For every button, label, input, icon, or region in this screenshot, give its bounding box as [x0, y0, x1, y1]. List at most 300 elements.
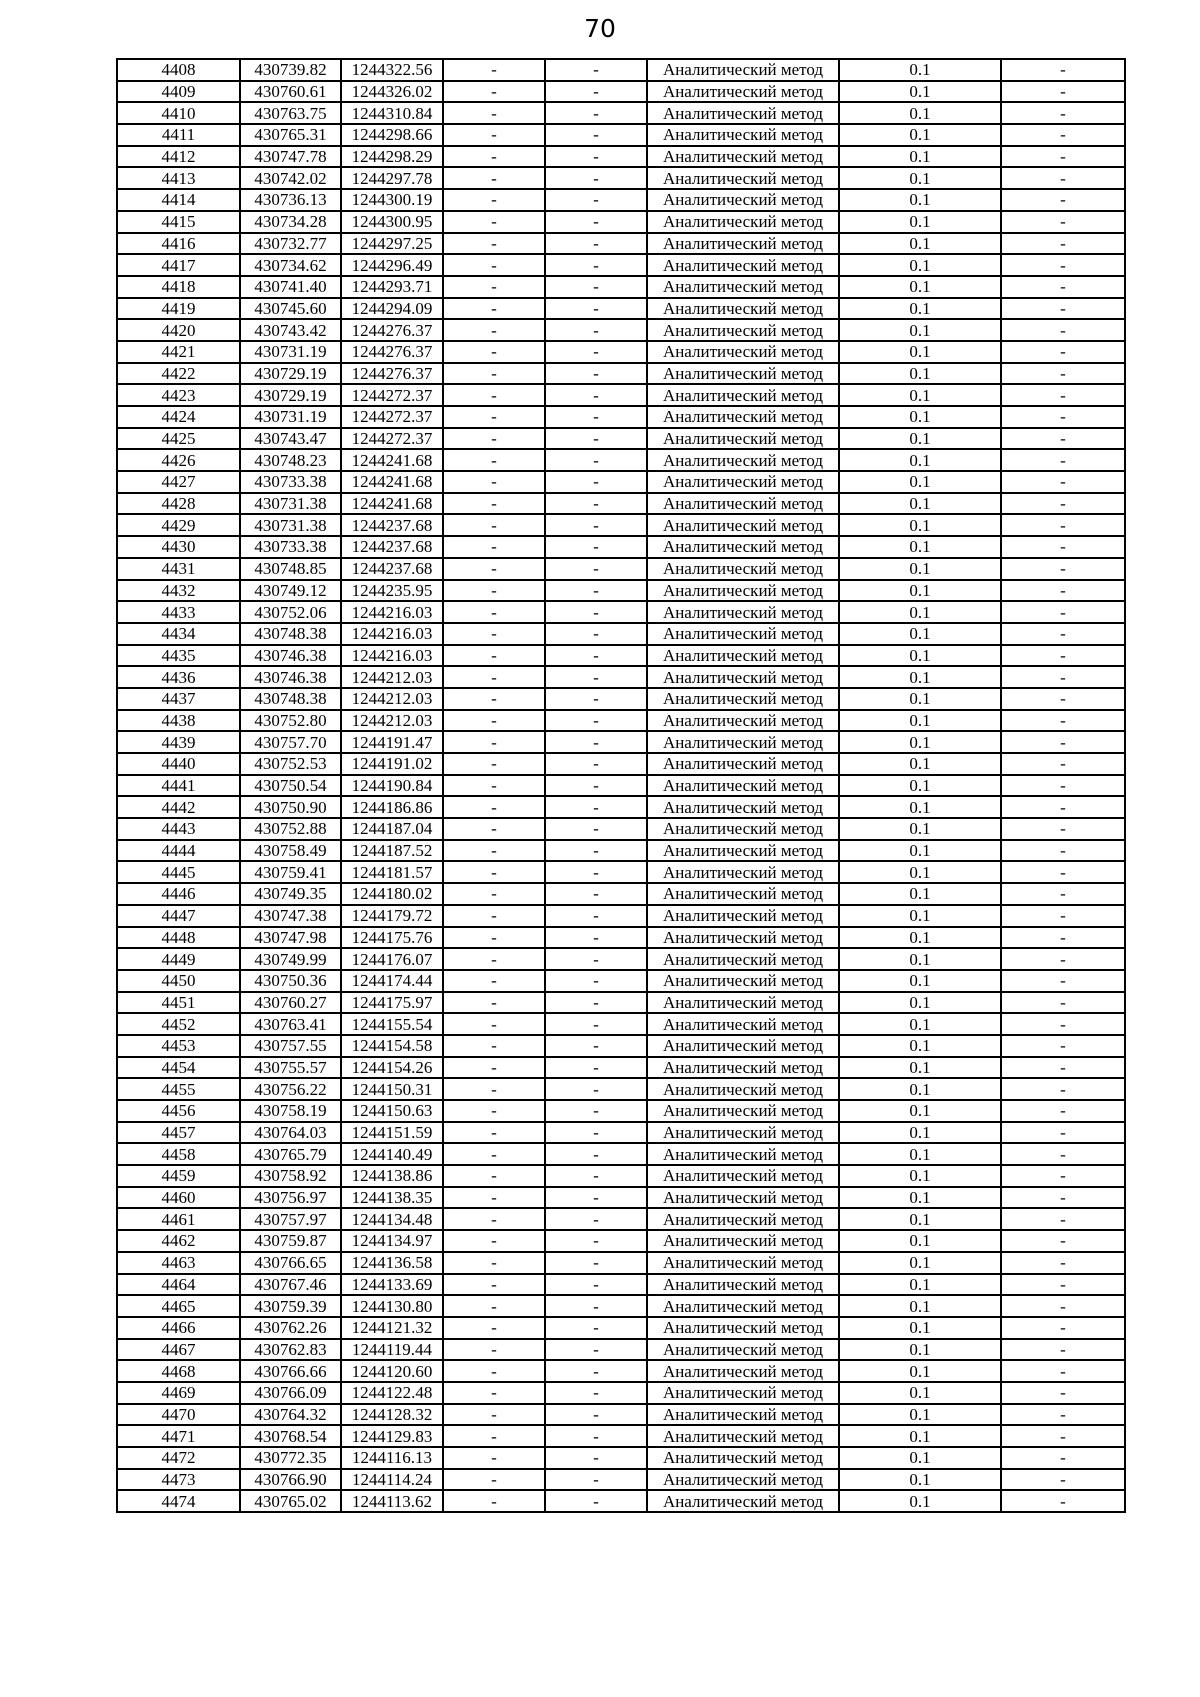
dash-cell: - [545, 254, 647, 276]
y-coordinate-cell: 1244180.02 [341, 883, 443, 905]
dash-cell: - [1001, 298, 1125, 320]
table-row [117, 1447, 1125, 1469]
dash-cell: - [443, 514, 545, 536]
y-coordinate-cell: 1244116.13 [341, 1447, 443, 1469]
dash-cell: - [443, 1382, 545, 1404]
dash-cell: - [443, 1122, 545, 1144]
y-coordinate-cell: 1244174.44 [341, 970, 443, 992]
method-cell: Аналитический метод [647, 471, 839, 493]
y-coordinate-cell: 1244155.54 [341, 1013, 443, 1035]
dash-cell: - [545, 1187, 647, 1209]
dash-cell: - [443, 927, 545, 949]
accuracy-cell: 0.1 [839, 1230, 1001, 1252]
method-cell: Аналитический метод [647, 276, 839, 298]
dash-cell: - [1001, 363, 1125, 385]
method-cell: Аналитический метод [647, 211, 839, 233]
dash-cell: - [1001, 688, 1125, 710]
dash-cell: - [1001, 1339, 1125, 1361]
point-number-cell: 4435 [117, 645, 240, 667]
y-coordinate-cell: 1244176.07 [341, 948, 443, 970]
table-row [117, 927, 1125, 949]
x-coordinate-cell: 430748.85 [240, 558, 341, 580]
x-coordinate-cell: 430757.70 [240, 731, 341, 753]
accuracy-cell: 0.1 [839, 428, 1001, 450]
dash-cell: - [1001, 1425, 1125, 1447]
x-coordinate-cell: 430763.75 [240, 102, 341, 124]
point-number-cell: 4472 [117, 1447, 240, 1469]
table-row [117, 514, 1125, 536]
dash-cell: - [443, 167, 545, 189]
point-number-cell: 4438 [117, 710, 240, 732]
method-cell: Аналитический метод [647, 233, 839, 255]
x-coordinate-cell: 430758.19 [240, 1100, 341, 1122]
table-row [117, 818, 1125, 840]
accuracy-cell: 0.1 [839, 1122, 1001, 1144]
table-row [117, 81, 1125, 103]
method-cell: Аналитический метод [647, 666, 839, 688]
point-number-cell: 4437 [117, 688, 240, 710]
dash-cell: - [443, 775, 545, 797]
dash-cell: - [545, 167, 647, 189]
dash-cell: - [1001, 59, 1125, 81]
accuracy-cell: 0.1 [839, 59, 1001, 81]
dash-cell: - [443, 1230, 545, 1252]
dash-cell: - [1001, 861, 1125, 883]
x-coordinate-cell: 430745.60 [240, 298, 341, 320]
dash-cell: - [1001, 796, 1125, 818]
dash-cell: - [545, 276, 647, 298]
y-coordinate-cell: 1244326.02 [341, 81, 443, 103]
point-number-cell: 4425 [117, 428, 240, 450]
table-row [117, 883, 1125, 905]
table-row [117, 493, 1125, 515]
point-number-cell: 4455 [117, 1078, 240, 1100]
dash-cell: - [443, 645, 545, 667]
y-coordinate-cell: 1244150.63 [341, 1100, 443, 1122]
dash-cell: - [1001, 1490, 1125, 1512]
method-cell: Аналитический метод [647, 1274, 839, 1296]
accuracy-cell: 0.1 [839, 948, 1001, 970]
x-coordinate-cell: 430750.54 [240, 775, 341, 797]
dash-cell: - [545, 645, 647, 667]
accuracy-cell: 0.1 [839, 992, 1001, 1014]
dash-cell: - [545, 189, 647, 211]
point-number-cell: 4459 [117, 1165, 240, 1187]
x-coordinate-cell: 430757.97 [240, 1208, 341, 1230]
y-coordinate-cell: 1244297.78 [341, 167, 443, 189]
method-cell: Аналитический метод [647, 1469, 839, 1491]
table-row [117, 1490, 1125, 1512]
dash-cell: - [1001, 601, 1125, 623]
dash-cell: - [443, 1143, 545, 1165]
x-coordinate-cell: 430766.66 [240, 1360, 341, 1382]
point-number-cell: 4448 [117, 927, 240, 949]
dash-cell: - [545, 406, 647, 428]
table-row [117, 1100, 1125, 1122]
dash-cell: - [545, 818, 647, 840]
x-coordinate-cell: 430747.98 [240, 927, 341, 949]
method-cell: Аналитический метод [647, 167, 839, 189]
table-row [117, 796, 1125, 818]
accuracy-cell: 0.1 [839, 818, 1001, 840]
accuracy-cell: 0.1 [839, 81, 1001, 103]
dash-cell: - [545, 493, 647, 515]
point-number-cell: 4417 [117, 254, 240, 276]
table-row [117, 753, 1125, 775]
dash-cell: - [443, 1295, 545, 1317]
method-cell: Аналитический метод [647, 124, 839, 146]
table-row [117, 1187, 1125, 1209]
accuracy-cell: 0.1 [839, 558, 1001, 580]
method-cell: Аналитический метод [647, 384, 839, 406]
table-row [117, 298, 1125, 320]
accuracy-cell: 0.1 [839, 1035, 1001, 1057]
dash-cell: - [443, 992, 545, 1014]
accuracy-cell: 0.1 [839, 688, 1001, 710]
x-coordinate-cell: 430749.35 [240, 883, 341, 905]
point-number-cell: 4418 [117, 276, 240, 298]
method-cell: Аналитический метод [647, 883, 839, 905]
y-coordinate-cell: 1244216.03 [341, 645, 443, 667]
method-cell: Аналитический метод [647, 688, 839, 710]
method-cell: Аналитический метод [647, 1057, 839, 1079]
y-coordinate-cell: 1244241.68 [341, 493, 443, 515]
dash-cell: - [545, 775, 647, 797]
x-coordinate-cell: 430739.82 [240, 59, 341, 81]
point-number-cell: 4453 [117, 1035, 240, 1057]
x-coordinate-cell: 430756.97 [240, 1187, 341, 1209]
point-number-cell: 4454 [117, 1057, 240, 1079]
dash-cell: - [545, 992, 647, 1014]
x-coordinate-cell: 430765.02 [240, 1490, 341, 1512]
dash-cell: - [545, 601, 647, 623]
dash-cell: - [443, 1252, 545, 1274]
dash-cell: - [443, 1078, 545, 1100]
dash-cell: - [1001, 254, 1125, 276]
dash-cell: - [443, 753, 545, 775]
point-number-cell: 4473 [117, 1469, 240, 1491]
x-coordinate-cell: 430731.38 [240, 514, 341, 536]
accuracy-cell: 0.1 [839, 406, 1001, 428]
table-row [117, 861, 1125, 883]
dash-cell: - [1001, 1447, 1125, 1469]
y-coordinate-cell: 1244272.37 [341, 428, 443, 450]
y-coordinate-cell: 1244216.03 [341, 601, 443, 623]
dash-cell: - [1001, 1143, 1125, 1165]
accuracy-cell: 0.1 [839, 449, 1001, 471]
point-number-cell: 4462 [117, 1230, 240, 1252]
y-coordinate-cell: 1244154.58 [341, 1035, 443, 1057]
dash-cell: - [1001, 233, 1125, 255]
point-number-cell: 4457 [117, 1122, 240, 1144]
dash-cell: - [443, 1274, 545, 1296]
dash-cell: - [443, 796, 545, 818]
x-coordinate-cell: 430729.19 [240, 384, 341, 406]
dash-cell: - [1001, 1317, 1125, 1339]
x-coordinate-cell: 430755.57 [240, 1057, 341, 1079]
dash-cell: - [1001, 146, 1125, 168]
x-coordinate-cell: 430736.13 [240, 189, 341, 211]
y-coordinate-cell: 1244191.47 [341, 731, 443, 753]
point-number-cell: 4420 [117, 319, 240, 341]
dash-cell: - [1001, 406, 1125, 428]
y-coordinate-cell: 1244134.97 [341, 1230, 443, 1252]
dash-cell: - [443, 471, 545, 493]
point-number-cell: 4460 [117, 1187, 240, 1209]
dash-cell: - [1001, 493, 1125, 515]
x-coordinate-cell: 430741.40 [240, 276, 341, 298]
point-number-cell: 4415 [117, 211, 240, 233]
x-coordinate-cell: 430766.90 [240, 1469, 341, 1491]
dash-cell: - [545, 233, 647, 255]
dash-cell: - [443, 1447, 545, 1469]
method-cell: Аналитический метод [647, 840, 839, 862]
point-number-cell: 4463 [117, 1252, 240, 1274]
x-coordinate-cell: 430759.41 [240, 861, 341, 883]
dash-cell: - [545, 1122, 647, 1144]
y-coordinate-cell: 1244241.68 [341, 449, 443, 471]
method-cell: Аналитический метод [647, 189, 839, 211]
dash-cell: - [545, 970, 647, 992]
point-number-cell: 4441 [117, 775, 240, 797]
table-row [117, 59, 1125, 81]
method-cell: Аналитический метод [647, 645, 839, 667]
dash-cell: - [1001, 1057, 1125, 1079]
accuracy-cell: 0.1 [839, 211, 1001, 233]
dash-cell: - [443, 948, 545, 970]
y-coordinate-cell: 1244300.95 [341, 211, 443, 233]
point-number-cell: 4432 [117, 580, 240, 602]
point-number-cell: 4416 [117, 233, 240, 255]
dash-cell: - [545, 861, 647, 883]
table-row [117, 276, 1125, 298]
point-number-cell: 4449 [117, 948, 240, 970]
dash-cell: - [1001, 1382, 1125, 1404]
accuracy-cell: 0.1 [839, 753, 1001, 775]
method-cell: Аналитический метод [647, 341, 839, 363]
x-coordinate-cell: 430733.38 [240, 471, 341, 493]
y-coordinate-cell: 1244272.37 [341, 384, 443, 406]
accuracy-cell: 0.1 [839, 146, 1001, 168]
dash-cell: - [1001, 1100, 1125, 1122]
method-cell: Аналитический метод [647, 319, 839, 341]
method-cell: Аналитический метод [647, 1122, 839, 1144]
dash-cell: - [443, 1425, 545, 1447]
method-cell: Аналитический метод [647, 1382, 839, 1404]
x-coordinate-cell: 430747.78 [240, 146, 341, 168]
accuracy-cell: 0.1 [839, 1317, 1001, 1339]
dash-cell: - [443, 840, 545, 862]
table-row [117, 601, 1125, 623]
method-cell: Аналитический метод [647, 710, 839, 732]
dash-cell: - [1001, 1360, 1125, 1382]
method-cell: Аналитический метод [647, 970, 839, 992]
table-row [117, 1295, 1125, 1317]
x-coordinate-cell: 430763.41 [240, 1013, 341, 1035]
point-number-cell: 4443 [117, 818, 240, 840]
dash-cell: - [545, 1360, 647, 1382]
method-cell: Аналитический метод [647, 905, 839, 927]
dash-cell: - [1001, 818, 1125, 840]
x-coordinate-cell: 430731.19 [240, 406, 341, 428]
point-number-cell: 4468 [117, 1360, 240, 1382]
point-number-cell: 4412 [117, 146, 240, 168]
point-number-cell: 4431 [117, 558, 240, 580]
dash-cell: - [1001, 883, 1125, 905]
dash-cell: - [443, 124, 545, 146]
accuracy-cell: 0.1 [839, 1469, 1001, 1491]
dash-cell: - [545, 211, 647, 233]
dash-cell: - [443, 233, 545, 255]
dash-cell: - [443, 1057, 545, 1079]
method-cell: Аналитический метод [647, 1230, 839, 1252]
table-row [117, 384, 1125, 406]
dash-cell: - [545, 1490, 647, 1512]
dash-cell: - [443, 1404, 545, 1426]
y-coordinate-cell: 1244129.83 [341, 1425, 443, 1447]
dash-cell: - [545, 298, 647, 320]
y-coordinate-cell: 1244133.69 [341, 1274, 443, 1296]
accuracy-cell: 0.1 [839, 341, 1001, 363]
dash-cell: - [545, 1100, 647, 1122]
table-row [117, 1013, 1125, 1035]
x-coordinate-cell: 430764.32 [240, 1404, 341, 1426]
dash-cell: - [443, 688, 545, 710]
method-cell: Аналитический метод [647, 753, 839, 775]
dash-cell: - [545, 1057, 647, 1079]
table-row [117, 905, 1125, 927]
accuracy-cell: 0.1 [839, 124, 1001, 146]
y-coordinate-cell: 1244134.48 [341, 1208, 443, 1230]
accuracy-cell: 0.1 [839, 861, 1001, 883]
method-cell: Аналитический метод [647, 1078, 839, 1100]
table-row [117, 731, 1125, 753]
method-cell: Аналитический метод [647, 1013, 839, 1035]
point-number-cell: 4419 [117, 298, 240, 320]
dash-cell: - [1001, 471, 1125, 493]
y-coordinate-cell: 1244276.37 [341, 341, 443, 363]
point-number-cell: 4423 [117, 384, 240, 406]
method-cell: Аналитический метод [647, 1252, 839, 1274]
point-number-cell: 4440 [117, 753, 240, 775]
dash-cell: - [443, 81, 545, 103]
point-number-cell: 4430 [117, 536, 240, 558]
accuracy-cell: 0.1 [839, 796, 1001, 818]
dash-cell: - [1001, 710, 1125, 732]
method-cell: Аналитический метод [647, 1447, 839, 1469]
dash-cell: - [443, 1360, 545, 1382]
method-cell: Аналитический метод [647, 406, 839, 428]
table-row [117, 449, 1125, 471]
y-coordinate-cell: 1244216.03 [341, 623, 443, 645]
accuracy-cell: 0.1 [839, 1404, 1001, 1426]
x-coordinate-cell: 430731.19 [240, 341, 341, 363]
dash-cell: - [545, 1425, 647, 1447]
x-coordinate-cell: 430752.88 [240, 818, 341, 840]
dash-cell: - [545, 558, 647, 580]
x-coordinate-cell: 430752.53 [240, 753, 341, 775]
x-coordinate-cell: 430742.02 [240, 167, 341, 189]
y-coordinate-cell: 1244272.37 [341, 406, 443, 428]
point-number-cell: 4409 [117, 81, 240, 103]
point-number-cell: 4414 [117, 189, 240, 211]
coordinates-table [116, 58, 1126, 1513]
accuracy-cell: 0.1 [839, 1274, 1001, 1296]
table-row [117, 580, 1125, 602]
accuracy-cell: 0.1 [839, 623, 1001, 645]
dash-cell: - [545, 102, 647, 124]
dash-cell: - [443, 254, 545, 276]
dash-cell: - [1001, 905, 1125, 927]
y-coordinate-cell: 1244186.86 [341, 796, 443, 818]
table-row [117, 406, 1125, 428]
point-number-cell: 4451 [117, 992, 240, 1014]
method-cell: Аналитический метод [647, 623, 839, 645]
table-row [117, 428, 1125, 450]
dash-cell: - [1001, 558, 1125, 580]
x-coordinate-cell: 430748.23 [240, 449, 341, 471]
y-coordinate-cell: 1244179.72 [341, 905, 443, 927]
x-coordinate-cell: 430743.42 [240, 319, 341, 341]
x-coordinate-cell: 430748.38 [240, 623, 341, 645]
y-coordinate-cell: 1244190.84 [341, 775, 443, 797]
accuracy-cell: 0.1 [839, 167, 1001, 189]
y-coordinate-cell: 1244235.95 [341, 580, 443, 602]
accuracy-cell: 0.1 [839, 731, 1001, 753]
dash-cell: - [545, 1274, 647, 1296]
x-coordinate-cell: 430752.80 [240, 710, 341, 732]
table-row [117, 1274, 1125, 1296]
dash-cell: - [443, 1208, 545, 1230]
y-coordinate-cell: 1244175.97 [341, 992, 443, 1014]
table-row [117, 623, 1125, 645]
dash-cell: - [1001, 276, 1125, 298]
accuracy-cell: 0.1 [839, 493, 1001, 515]
point-number-cell: 4436 [117, 666, 240, 688]
x-coordinate-cell: 430758.92 [240, 1165, 341, 1187]
dash-cell: - [443, 883, 545, 905]
y-coordinate-cell: 1244276.37 [341, 363, 443, 385]
x-coordinate-cell: 430772.35 [240, 1447, 341, 1469]
dash-cell: - [443, 211, 545, 233]
y-coordinate-cell: 1244175.76 [341, 927, 443, 949]
dash-cell: - [1001, 1469, 1125, 1491]
table-row [117, 1252, 1125, 1274]
point-number-cell: 4470 [117, 1404, 240, 1426]
dash-cell: - [545, 1230, 647, 1252]
y-coordinate-cell: 1244212.03 [341, 710, 443, 732]
point-number-cell: 4456 [117, 1100, 240, 1122]
x-coordinate-cell: 430743.47 [240, 428, 341, 450]
y-coordinate-cell: 1244298.66 [341, 124, 443, 146]
y-coordinate-cell: 1244241.68 [341, 471, 443, 493]
dash-cell: - [545, 59, 647, 81]
y-coordinate-cell: 1244293.71 [341, 276, 443, 298]
dash-cell: - [1001, 341, 1125, 363]
table-row [117, 1078, 1125, 1100]
page-number: 70 [584, 14, 616, 43]
method-cell: Аналитический метод [647, 1425, 839, 1447]
point-number-cell: 4466 [117, 1317, 240, 1339]
table-row [117, 948, 1125, 970]
dash-cell: - [443, 710, 545, 732]
table-row [117, 1382, 1125, 1404]
point-number-cell: 4471 [117, 1425, 240, 1447]
dash-cell: - [545, 319, 647, 341]
table-row [117, 710, 1125, 732]
table-row [117, 1230, 1125, 1252]
point-number-cell: 4461 [117, 1208, 240, 1230]
